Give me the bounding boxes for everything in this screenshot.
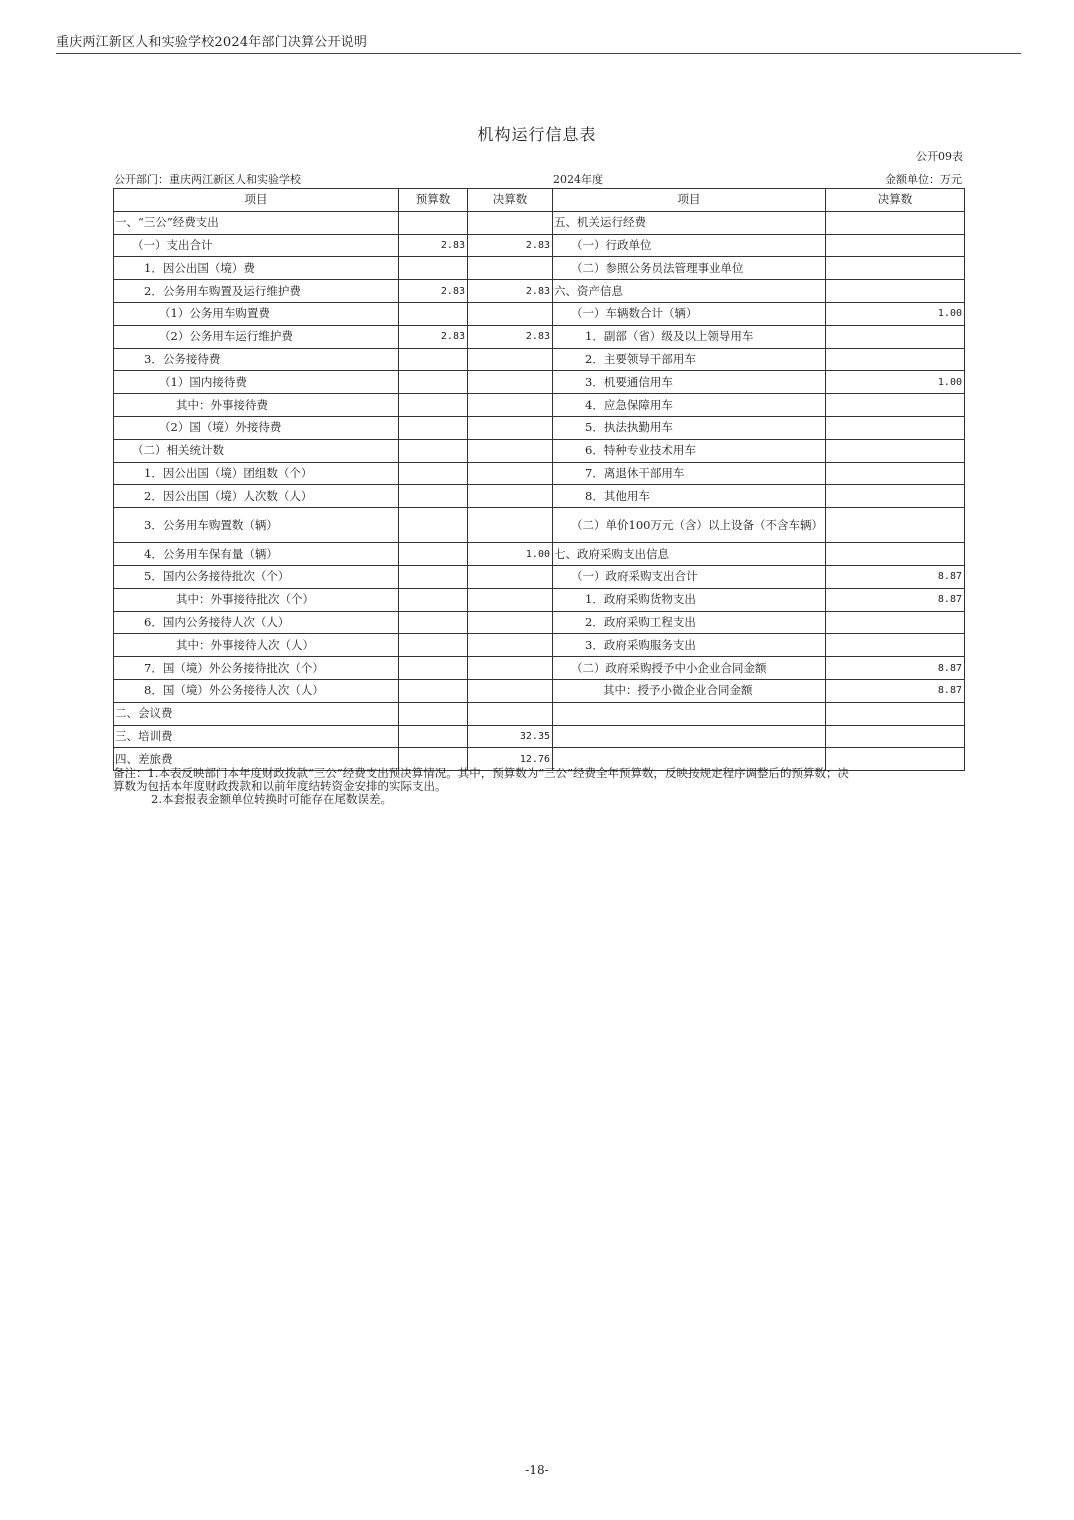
row-item-left: 5．国内公务接待批次（个） [114,565,399,588]
row-final-right [826,634,965,657]
table-row [114,257,965,280]
row-budget [399,394,468,417]
row-budget [399,679,468,702]
row-item-left: 3．公务用车购置数（辆） [114,508,399,543]
table-row [114,634,965,657]
row-item-left: 一、“三公”经费支出 [114,211,399,234]
row-item-left: 7．国（境）外公务接待批次（个） [114,657,399,680]
row-budget [399,302,468,325]
table-row [114,416,965,439]
row-item-left: 4．公务用车保有量（辆） [114,543,399,566]
row-item-right: 3．机要通信用车 [553,371,826,394]
row-final-right [826,508,965,543]
row-budget [399,257,468,280]
row-item-left: （2）公务用车运行维护费 [114,325,399,348]
column-header-budget: 预算数 [399,189,468,212]
row-final-right: 8.87 [826,679,965,702]
table-notes [113,767,964,806]
fiscal-year: 2024年度 [553,173,603,186]
note-line-1: 备注：1.本表反映部门本年度财政拨款“三公”经费支出预决算情况。其中，预算数为“三公”经费全年预算数，反映按规定程序调整后的预算数；决 [113,766,849,780]
row-final-right: 1.00 [826,302,965,325]
table-row [114,325,965,348]
table-header-row [114,189,965,212]
page-number: -18- [525,1463,549,1477]
row-final-right [826,439,965,462]
row-item-right: 5．执法执勤用车 [553,416,826,439]
table-row [114,725,965,748]
row-item-right: 4．应急保障用车 [553,394,826,417]
row-item-left: 1．因公出国（境）团组数（个） [114,462,399,485]
row-final: 2.83 [468,280,553,303]
row-final [468,679,553,702]
row-final [468,416,553,439]
row-final [468,371,553,394]
table-row [114,543,965,566]
row-item-right: 1．政府采购货物支出 [553,588,826,611]
row-budget [399,416,468,439]
row-final-right [826,416,965,439]
row-final [468,702,553,725]
row-final [468,508,553,543]
row-item-right: （二）政府采购授予中小企业合同金额 [553,657,826,680]
table-row [114,657,965,680]
column-header-final: 决算数 [468,189,553,212]
row-item-left: 3．公务接待费 [114,348,399,371]
row-final [468,611,553,634]
row-final-right [826,462,965,485]
row-item-right: 7．离退休干部用车 [553,462,826,485]
running-header: 重庆两江新区人和实验学校2024年部门决算公开说明 [56,35,368,50]
row-final [468,348,553,371]
row-final-right [826,725,965,748]
row-final-right [826,394,965,417]
row-item-left: （1）国内接待费 [114,371,399,394]
table-row [114,679,965,702]
row-final-right [826,702,965,725]
table-row [114,588,965,611]
row-final-right: 8.87 [826,565,965,588]
row-item-right: （二）参照公务员法管理事业单位 [553,257,826,280]
table-meta [113,171,963,187]
row-item-left: 2．公务用车购置及运行维护费 [114,280,399,303]
row-final: 2.83 [468,234,553,257]
row-item-left: （一）支出合计 [114,234,399,257]
row-final-right [826,348,965,371]
row-item-right: 六、资产信息 [553,280,826,303]
row-budget [399,485,468,508]
row-item-left: 四、差旅费 [114,748,399,771]
row-item-right: 七、政府采购支出信息 [553,543,826,566]
row-item-left: 其中：外事接待费 [114,394,399,417]
row-final-right: 8.87 [826,657,965,680]
column-header-final-right: 决算数 [826,189,965,212]
row-item-left: 8．国（境）外公务接待人次（人） [114,679,399,702]
row-final-right: 8.87 [826,588,965,611]
table-row [114,565,965,588]
row-item-left: （二）相关统计数 [114,439,399,462]
row-budget [399,439,468,462]
row-final [468,302,553,325]
row-item-left: 三、培训费 [114,725,399,748]
row-item-right: （一）车辆数合计（辆） [553,302,826,325]
row-final [468,394,553,417]
row-item-right: 3．政府采购服务支出 [553,634,826,657]
row-budget: 2.83 [399,280,468,303]
row-final-right [826,611,965,634]
row-final [468,462,553,485]
row-final: 12.76 [468,748,553,771]
table-title: 机构运行信息表 [477,125,597,144]
header-rule [56,53,1021,54]
row-item-left: 6．国内公务接待人次（人） [114,611,399,634]
row-final [468,211,553,234]
row-final: 2.83 [468,325,553,348]
row-item-right [553,702,826,725]
table-row [114,234,965,257]
row-budget [399,702,468,725]
row-item-right [553,725,826,748]
row-final-right [826,280,965,303]
row-budget: 2.83 [399,234,468,257]
row-budget [399,371,468,394]
row-final: 32.35 [468,725,553,748]
table-body [114,211,965,770]
column-header-item-right: 项目 [553,189,826,212]
row-final-right [826,543,965,566]
row-item-right: 五、机关运行经费 [553,211,826,234]
column-header-item: 项目 [114,189,399,212]
row-item-right: 2．主要领导干部用车 [553,348,826,371]
operation-info-table [113,188,965,771]
table-row [114,211,965,234]
row-budget [399,634,468,657]
row-budget [399,657,468,680]
row-final [468,657,553,680]
row-final [468,634,553,657]
row-budget [399,588,468,611]
row-item-right: 8．其他用车 [553,485,826,508]
row-budget [399,565,468,588]
department-label: 公开部门：重庆两江新区人和实验学校 [114,173,301,186]
row-final-right: 1.00 [826,371,965,394]
row-item-right: 其中：授予小微企业合同金额 [553,679,826,702]
row-budget [399,725,468,748]
table-row [114,462,965,485]
table-row [114,702,965,725]
row-item-right: （二）单价100万元（含）以上设备（不含车辆） [553,508,826,543]
table-row [114,280,965,303]
table-row [114,508,965,543]
note-line-3: 2.本套报表金额单位转换时可能存在尾数误差。 [151,792,392,806]
row-final-right [826,234,965,257]
row-final-right [826,257,965,280]
table-row [114,348,965,371]
row-item-left: （2）国（境）外接待费 [114,416,399,439]
table-row [114,485,965,508]
row-item-right: （一）政府采购支出合计 [553,565,826,588]
row-item-left: （1）公务用车购置费 [114,302,399,325]
row-final-right [826,325,965,348]
row-final-right [826,211,965,234]
row-item-left: 1．因公出国（境）费 [114,257,399,280]
table-code: 公开09表 [916,150,963,163]
table-row [114,439,965,462]
table-row [114,371,965,394]
row-final [468,257,553,280]
row-item-left: 其中：外事接待批次（个） [114,588,399,611]
row-item-left: 二、会议费 [114,702,399,725]
row-item-right: 1．副部（省）级及以上领导用车 [553,325,826,348]
row-item-left: 2．因公出国（境）人次数（人） [114,485,399,508]
row-item-right: 6．特种专业技术用车 [553,439,826,462]
row-final [468,565,553,588]
table-row [114,394,965,417]
row-final [468,485,553,508]
note-line-2: 算数为包括本年度财政拨款和以前年度结转资金安排的实际支出。 [113,779,447,793]
row-final: 1.00 [468,543,553,566]
row-item-right: 2．政府采购工程支出 [553,611,826,634]
row-budget [399,348,468,371]
row-budget [399,462,468,485]
row-budget [399,508,468,543]
row-budget [399,611,468,634]
row-budget [399,543,468,566]
row-budget: 2.83 [399,325,468,348]
row-final [468,588,553,611]
row-item-right: （一）行政单位 [553,234,826,257]
row-item-left: 其中：外事接待人次（人） [114,634,399,657]
table-row [114,611,965,634]
row-final [468,439,553,462]
amount-unit: 金额单位：万元 [885,173,962,186]
row-budget [399,211,468,234]
row-final-right [826,485,965,508]
table-row [114,302,965,325]
